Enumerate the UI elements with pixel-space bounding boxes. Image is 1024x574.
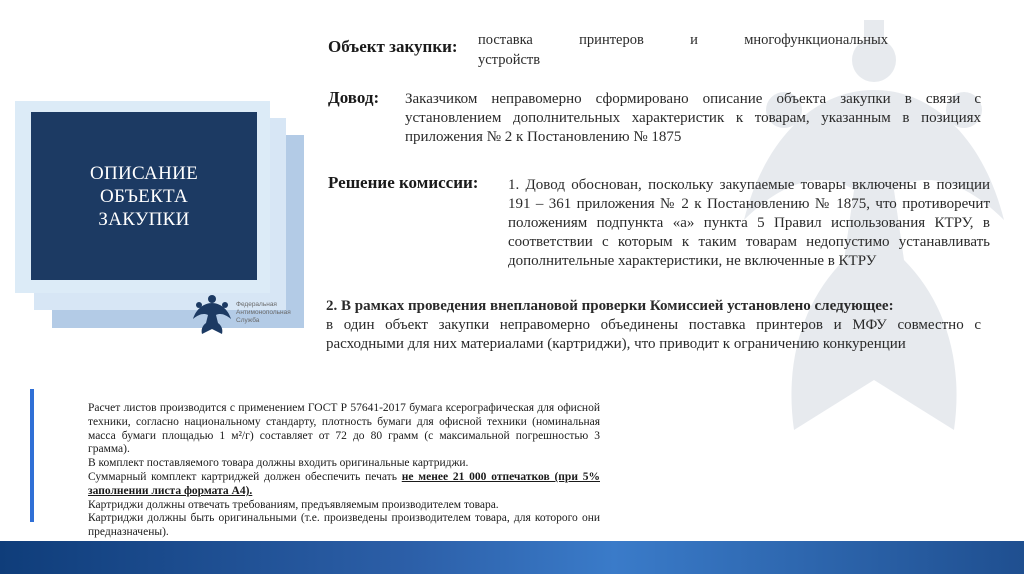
footer-band <box>0 541 1024 574</box>
decision-point-2 <box>326 297 981 354</box>
decision-point-2-heading: В рамках проведения внеплановой проверки Комиссией установлено следующее: <box>341 298 894 314</box>
eagle-emblem-icon <box>190 291 234 335</box>
section-title-line-1: ОПИСАНИЕ <box>89 162 199 184</box>
decision-point-2-number: 2. <box>326 298 338 314</box>
logo-line-3: Служба <box>236 317 260 324</box>
decision-label: Решение комиссии: <box>328 173 479 192</box>
logo-caption <box>236 301 291 325</box>
object-label: Объект закупки: <box>328 37 458 56</box>
logo-line-1: Федеральная <box>236 301 277 308</box>
decision-point-2-text: в один объект закупки неправомерно объединены поставка принтеров и МФУ совместно с расходными для них материалами (картриджи), что приводит к ограничению конкуренции <box>326 317 981 352</box>
excerpt-accent-bar <box>30 389 34 522</box>
argument-label: Довод: <box>328 88 380 107</box>
excerpt-paragraph-3-text: Суммарный комплект картриджей должен обеспечить печать <box>88 470 402 483</box>
excerpt-paragraph-4: Картриджи должны отвечать требованиям, предъявляемым производителем товара. <box>88 498 499 511</box>
decision-point-1: 1. Довод обоснован, поскольку закупаемые товары включены в позиции 191 – 361 приложения № 2 к Постановлению № 1875, что противоречит положениям подпункта «а» пункта 5 Правил использования КТРУ, в соответствии с которым к таким товарам недопустимо устанавливать дополнительные характеристики, не включенные в КТРУ <box>508 177 990 269</box>
fas-logo <box>190 290 300 336</box>
argument-text: Заказчиком неправомерно сформировано описание объекта закупки в связи с установлением дополнительных характеристик к товарам, указанным в позициях приложения № 2 к Постановлению № 1875 <box>405 91 981 145</box>
excerpt-paragraph-2: В комплект поставляемого товара должны входить оригинальные картриджи. <box>88 457 469 470</box>
logo-line-2: Антимонопольная <box>236 309 291 316</box>
excerpt-paragraph-1: Расчет листов производится с применением ГОСТ Р 57641-2017 бумага ксерографическая для офисной техники, согласно национальному стандарту, плотность бумаги для офисной техники (номинальная масса бумаги площадью 1 м²/г) составляет от 72 до 80 грамм (с максимальной погрешностью 3 грамма). <box>88 402 600 456</box>
excerpt-paragraph-3-emphasis: не менее 21 000 отпечатков (при 5% заполнении листа формата А4). <box>88 470 600 497</box>
object-value-line-1: поставка принтеров и многофункциональных <box>478 32 888 48</box>
document-excerpt <box>88 402 600 540</box>
section-title-line-2: ОБЪЕКТА <box>99 185 189 207</box>
section-title-line-3: ЗАКУПКИ <box>98 208 190 230</box>
object-value-line-2: устройств <box>478 52 541 68</box>
section-title-card <box>31 112 257 280</box>
excerpt-paragraph-3 <box>88 471 600 499</box>
excerpt-paragraph-5: Картриджи должны быть оригинальными (т.е. произведены производителем товара, для которого они предназначены). <box>88 512 600 539</box>
